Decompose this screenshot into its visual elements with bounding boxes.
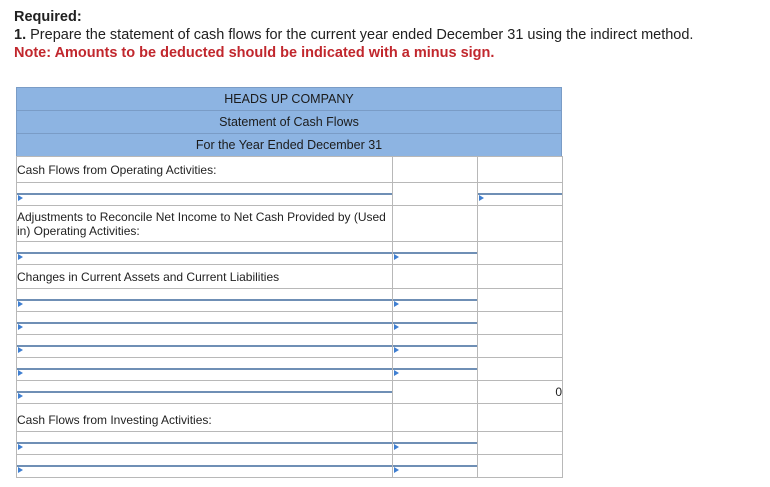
step-1-text	[14, 26, 693, 44]
table-row	[17, 455, 563, 478]
amount-input[interactable]	[393, 299, 477, 301]
line-item-input[interactable]	[17, 368, 392, 370]
adjustments-heading: Adjustments to Reconcile Net Income to Net Cash Provided by (Used in) Operating Activities:	[17, 206, 393, 242]
period-header: For the Year Ended December 31	[16, 133, 562, 157]
statement-title-header: Statement of Cash Flows	[16, 110, 562, 134]
step-number: 1.	[14, 27, 27, 43]
investing-heading: Cash Flows from Investing Activities:	[17, 404, 393, 432]
cash-flow-statement	[16, 87, 562, 478]
table-row	[17, 404, 563, 432]
table-row	[17, 381, 563, 404]
amount-input[interactable]	[393, 252, 477, 254]
line-item-input[interactable]	[17, 252, 392, 254]
table-row	[17, 242, 563, 265]
amount-input[interactable]	[393, 368, 477, 370]
statement-grid	[16, 156, 563, 478]
line-item-input[interactable]	[17, 322, 392, 324]
line-item-input[interactable]	[17, 299, 392, 301]
table-row	[17, 265, 563, 289]
table-row	[17, 157, 563, 183]
operating-subtotal-value: 0	[478, 381, 563, 404]
required-label: Required:	[14, 9, 82, 25]
amount-input[interactable]	[478, 193, 562, 195]
note-label: Note:	[14, 45, 52, 61]
table-row	[17, 206, 563, 242]
table-row	[17, 183, 563, 206]
table-row	[17, 289, 563, 312]
changes-heading: Changes in Current Assets and Current Liabilities	[17, 265, 393, 289]
note-line	[14, 44, 693, 62]
amount-input[interactable]	[393, 465, 477, 467]
operating-heading: Cash Flows from Operating Activities:	[17, 157, 393, 183]
amount-input[interactable]	[393, 322, 477, 324]
table-row	[17, 312, 563, 335]
table-row	[17, 335, 563, 358]
table-row	[17, 432, 563, 455]
amount-input[interactable]	[393, 442, 477, 444]
table-row	[17, 358, 563, 381]
company-name-header: HEADS UP COMPANY	[16, 87, 562, 111]
line-item-input[interactable]	[17, 345, 392, 347]
amount-input[interactable]	[393, 345, 477, 347]
instructions	[14, 8, 693, 62]
line-item-input[interactable]	[17, 193, 392, 195]
note-text: Amounts to be deducted should be indicated with a minus sign.	[54, 45, 495, 61]
step-text: Prepare the statement of cash flows for the current year ended December 31 using the indirect method.	[30, 27, 694, 43]
line-item-input[interactable]	[17, 465, 392, 467]
line-item-input[interactable]	[17, 442, 392, 444]
line-item-input[interactable]	[17, 391, 392, 393]
